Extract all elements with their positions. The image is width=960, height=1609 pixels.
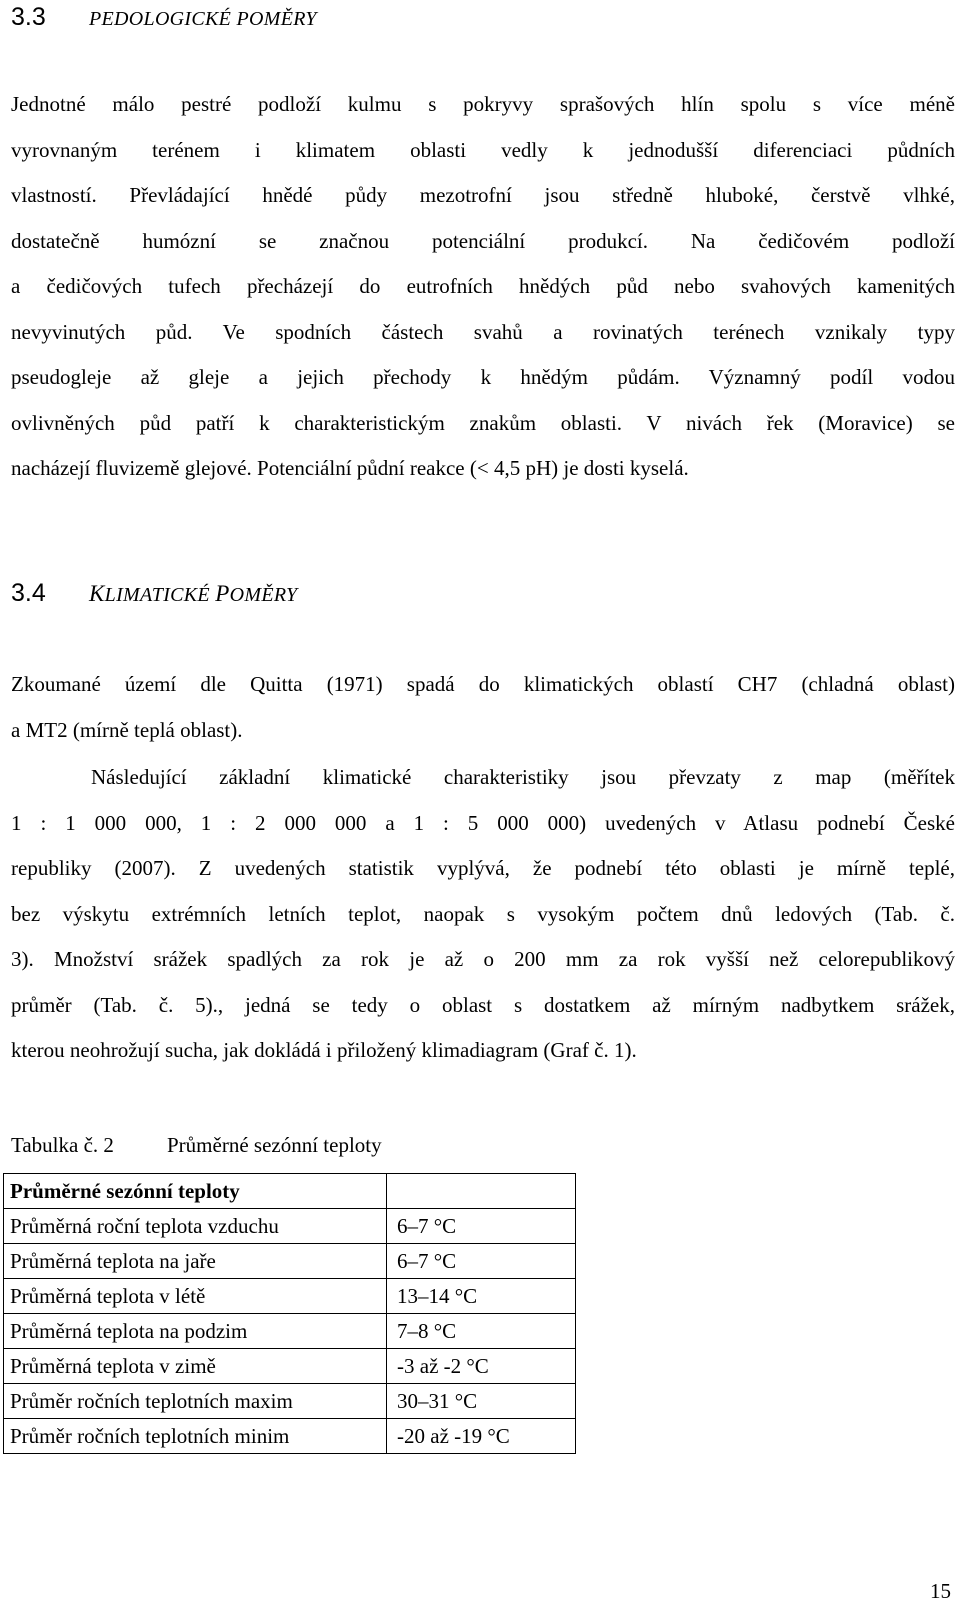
section-number: 3.3 [11, 3, 46, 31]
paragraph-line: a MT2 (mírně teplá oblast). [11, 718, 243, 742]
paragraph-line: bez výskytu extrémních letních teplot, naopak s vysokým počtem dnů ledových (Tab. č. [11, 902, 955, 926]
table-cell-value: 30–31 °C [387, 1384, 576, 1419]
table-cell-value: -3 až -2 °C [387, 1349, 576, 1384]
paragraph-line: Jednotné málo pestré podloží kulmu s pokryvy sprašových hlín spolu s více méně [11, 92, 955, 116]
table-row [4, 1314, 576, 1349]
table-cell-label: Průměrná teplota na jaře [4, 1244, 387, 1279]
paragraph-line: dostatečně humózní se značnou potenciální produkcí. Na čedičovém podloží [11, 229, 955, 253]
table-row [4, 1244, 576, 1279]
table-header-value-cell [387, 1174, 576, 1209]
section-number: 3.4 [11, 579, 46, 607]
paragraph-line: ovlivněných půd patří k charakteristickým znakům oblasti. V nivách řek (Moravice) se [11, 411, 955, 435]
table-caption [11, 1128, 382, 1162]
table-cell-label: Průměr ročních teplotních maxim [4, 1384, 387, 1419]
paragraph-line: pseudogleje až gleje a jejich přechody k hnědým půdám. Významný podíl vodou [11, 365, 955, 389]
table-cell-value: 6–7 °C [387, 1244, 576, 1279]
table-row [4, 1419, 576, 1454]
section-title: KLIMATICKÉ POMĚRY [89, 581, 298, 606]
table-cell-value: 13–14 °C [387, 1279, 576, 1314]
paragraph-line: nevyvinutých půd. Ve spodních částech svahů a rovinatých terénech vznikaly typy [11, 320, 955, 344]
table-caption-title: Průměrné sezónní teploty [167, 1133, 382, 1157]
table-cell-value: 7–8 °C [387, 1314, 576, 1349]
table-caption-label: Tabulka č. 2 [11, 1133, 114, 1157]
table-row [4, 1384, 576, 1419]
table-cell-label: Průměrná teplota na podzim [4, 1314, 387, 1349]
paragraph-line: republiky (2007). Z uvedených statistik vyplývá, že podnebí této oblasti je mírně teplé, [11, 856, 955, 880]
table-row [4, 1349, 576, 1384]
page-number: 15 [930, 1579, 951, 1603]
paragraph-line: kterou neohrožují sucha, jak dokládá i přiložený klimadiagram (Graf č. 1). [11, 1038, 637, 1062]
paragraph-line: vyrovnaným terénem i klimatem oblasti vedly k jednodušší diferenciaci půdních [11, 138, 955, 162]
table-header-cell: Průměrné sezónní teploty [4, 1174, 387, 1209]
section-heading-soil [11, 0, 317, 34]
table-cell-label: Průměrná teplota v zimě [4, 1349, 387, 1384]
section-heading-climate [11, 576, 297, 610]
paragraph-line: nacházejí fluvizemě glejové. Potenciální půdní reakce (< 4,5 pH) je dosti kyselá. [11, 456, 689, 480]
paragraph-line: 1 : 1 000 000, 1 : 2 000 000 a 1 : 5 000 000) uvedených v Atlasu podnebí České [11, 811, 955, 835]
table-row [4, 1209, 576, 1244]
paragraph-line: a čedičových tufech přecházejí do eutrofních hnědých půd nebo svahových kamenitých [11, 274, 955, 298]
table-cell-label: Průměrná roční teplota vzduchu [4, 1209, 387, 1244]
table-cell-value: -20 až -19 °C [387, 1419, 576, 1454]
table-header-row [4, 1174, 576, 1209]
paragraph-line: 3). Množství srážek spadlých za rok je až o 200 mm za rok vyšší než celorepublikový [11, 947, 955, 971]
paragraph-line: Zkoumané území dle Quitta (1971) spadá do klimatických oblastí CH7 (chladná oblast) [11, 672, 955, 696]
table-cell-label: Průměr ročních teplotních minim [4, 1419, 387, 1454]
table-cell-value: 6–7 °C [387, 1209, 576, 1244]
table-cell-label: Průměrná teplota v létě [4, 1279, 387, 1314]
paragraph-line: Následující základní klimatické charakteristiky jsou převzaty z map (měřítek [91, 765, 955, 789]
table-row [4, 1279, 576, 1314]
section-title: PEDOLOGICKÉ POMĚRY [89, 8, 317, 30]
paragraph-line: vlastností. Převládající hnědé půdy mezotrofní jsou středně hluboké, čerstvě vlhké, [11, 183, 955, 207]
paragraph-line: průměr (Tab. č. 5)., jedná se tedy o oblast s dostatkem až mírným nadbytkem srážek, [11, 993, 955, 1017]
seasonal-temperature-table [3, 1173, 576, 1454]
